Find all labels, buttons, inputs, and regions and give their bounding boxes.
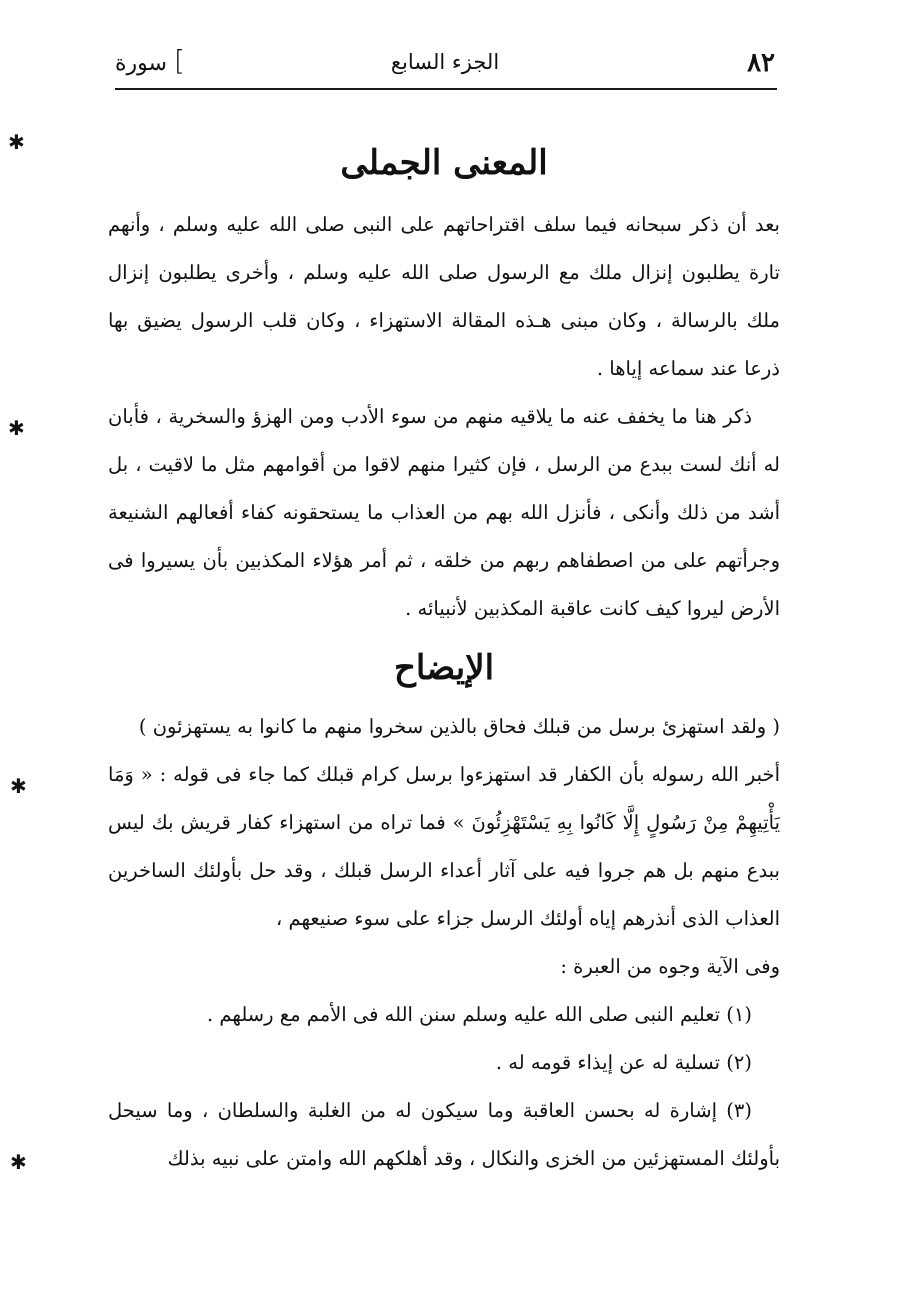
summary-paragraph-1: بعد أن ذكر سبحانه فيما سلف اقتراحاتهم على النبى صلى الله عليه وسلم ، وأنهم تارة يطلبون إنزال ملك مع الرسول صلى الله عليه وسلم ، وأخرى يطلبون إنزال ملك بالرسالة ، وكان مبنى هـذه المقالة الاستهزاء ، وكان قلب الرسول يضيق بها ذرعا عند سماعه إياها . — [108, 213, 780, 380]
header-rule — [115, 88, 777, 90]
quoted-verse: ( ولقد استهزئ برسل من قبلك فحاق بالذين سخروا منهم ما كانوا به يستهزئون ) — [138, 715, 780, 738]
summary-paragraph-2: ذكر هنا ما يخفف عنه ما يلاقيه منهم من سوء الأدب ومن الهزؤ والسخرية ، فأبان له أنك لست ببدع من الرسل ، فإن كثيرا منهم لاقوا من أقوامهم مثل ما لاقيت ، بل أشد من ذلك وأنكى ، فأنزل الله بهم من العذاب ما يستحقونه كفاء أفعالهم الشنيعة وجرأتهم على من اصطفاهم ربهم من خلقه ، ثم أمر هؤلاء المكذبين بأن يسيروا فى الأرض ليروا كيف كانت عاقبة المكذبين لأنبيائه . — [108, 405, 780, 620]
explanation-paragraph-1: أخبر الله رسوله بأن الكفار قد استهزءوا برسل كرام قبلك كما جاء فى قوله : « وَمَا يَأْتِيهِمْ مِنْ رَسُولٍ إِلَّا كَانُوا بِهِ يَسْتَهْزِئُونَ » فما تراه من استهزاء كفار قريش بك ليس ببدع منهم بل هم جروا فيه على آثار أعداء الرسل قبلك ، وقد حل بأولئك الساخرين العذاب الذى أنذرهم إياه أولئك الرسل جزاء على سوء صنيعهم ، — [108, 763, 780, 930]
margin-speck: ✱ — [8, 130, 25, 154]
margin-speck: ✱ — [10, 774, 27, 798]
margin-speck: ✱ — [8, 416, 25, 440]
lesson-item-1: (١) تعليم النبى صلى الله عليه وسلم سنن الله فى الأمم مع رسلهم . — [206, 1003, 752, 1026]
margin-speck: ✱ — [10, 1150, 27, 1174]
page-header — [115, 40, 775, 88]
page-number: ٨٢ — [747, 48, 775, 78]
surah-bracket: ] — [173, 44, 185, 77]
lesson-item-3: (٣) إشارة له بحسن العاقبة وما سيكون له من الغلبة والسلطان ، وما سيحل بأولئك المستهزئين من الخزى والنكال ، وقد أهلكهم الله وامتن على نبيه بذلك — [108, 1099, 780, 1170]
lesson-item-2: (٢) تسلية له عن إيذاء قومه له . — [495, 1051, 752, 1074]
section-heading-explanation: الإيضاح — [393, 648, 495, 688]
page-body — [108, 125, 780, 1183]
surah-label-box — [115, 44, 185, 77]
surah-label: سورة — [115, 51, 167, 76]
section-heading-summary: المعنى الجملى — [340, 143, 548, 183]
explanation-paragraph-2: وفى الآية وجوه من العبرة : — [560, 955, 780, 978]
part-title: الجزء السابع — [390, 50, 500, 74]
